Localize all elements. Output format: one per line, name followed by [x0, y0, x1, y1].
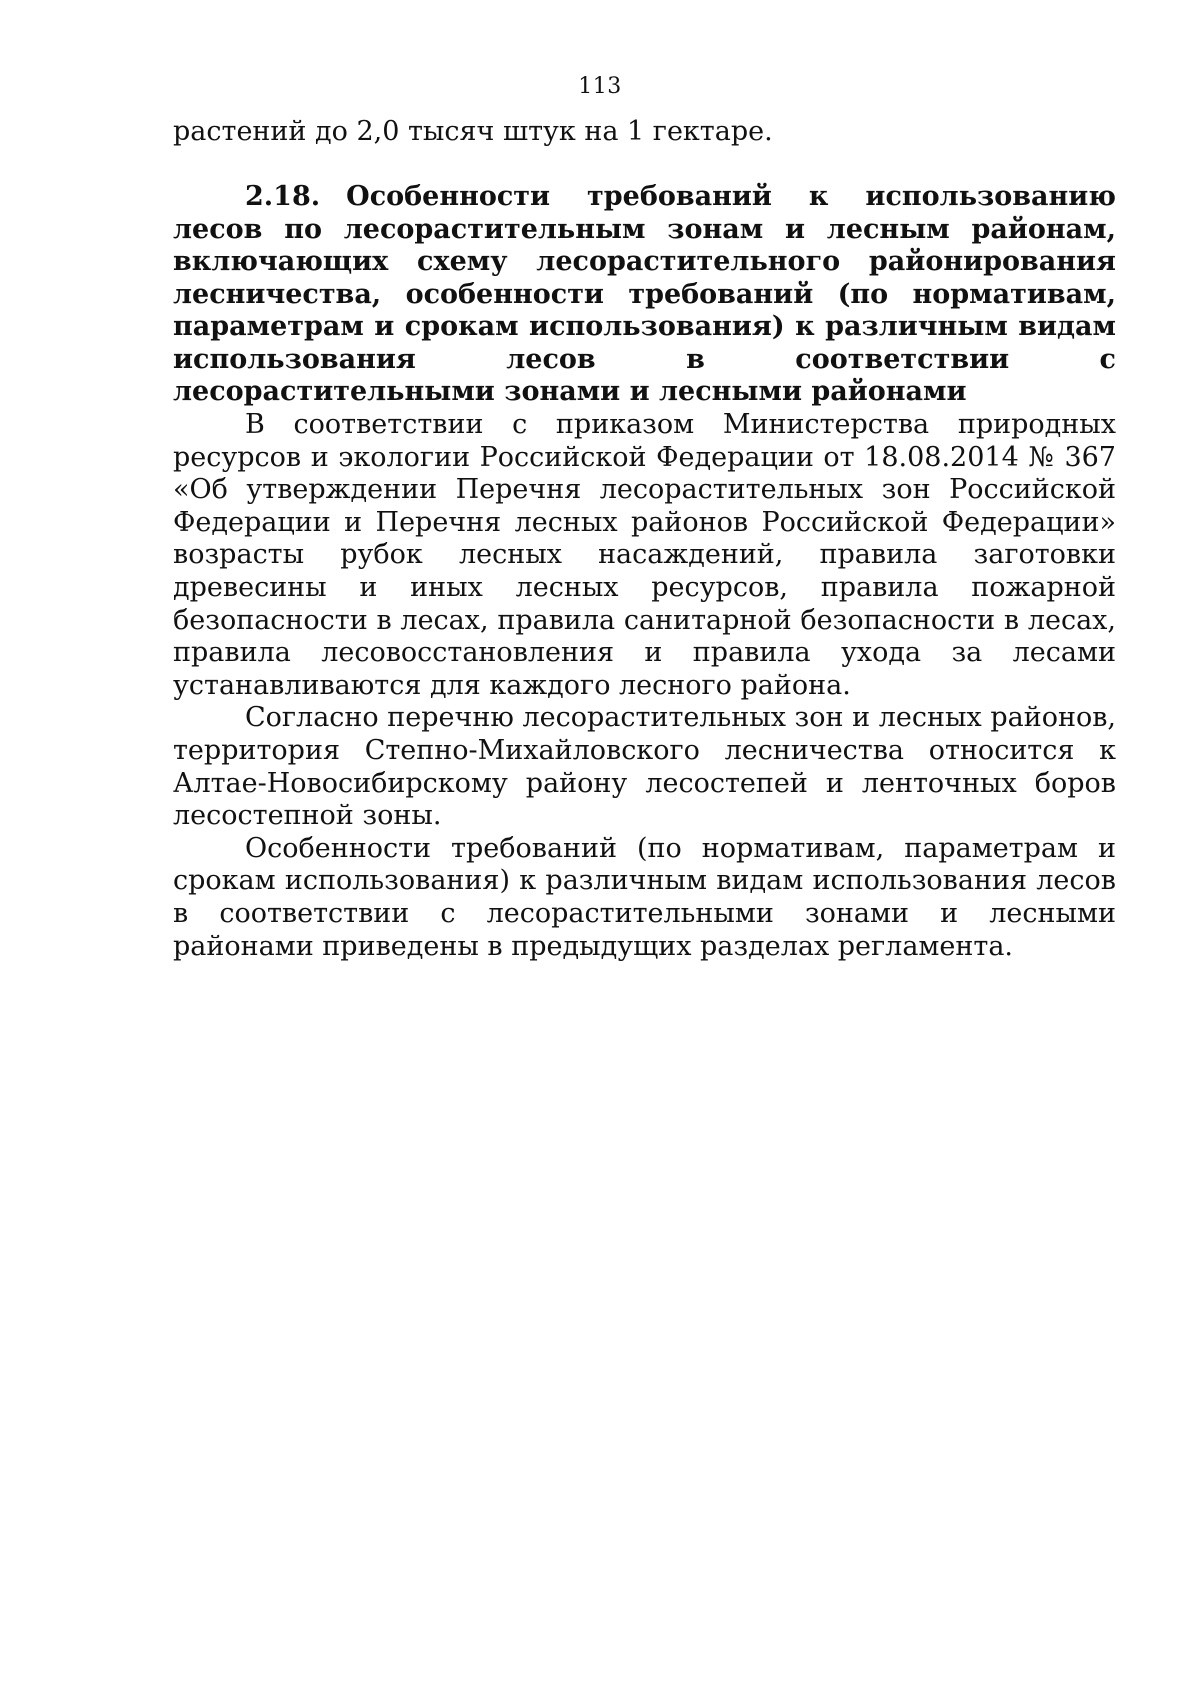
page-number: 113: [578, 74, 622, 99]
section-body: [173, 409, 1116, 963]
section-heading: [173, 181, 1116, 409]
paragraph-requirements-reference: Особенности требований (по нормативам, параметрам и срокам использования) к различным видам использования лесов в соответствии с лесорастительными зонами и лесными районами приведены в предыдущих разделах регламента.: [173, 832, 1116, 962]
paragraph-order-reference: В соответствии с приказом Министерства природных ресурсов и экологии Российской Федерации от 18.08.2014 № 367 «Об утверждении Перечня лесорастительных зон Российской Федерации и Перечня лесных районов Российской Федерации» возрасты рубок лесных насаждений, правила заготовки древесины и иных лесных ресурсов, правила пожарной безопасности в лесах, правила санитарной безопасности в лесах, правила лесовосстановления и правила ухода за лесами устанавливаются для каждого лесного района.: [173, 409, 1116, 701]
continuation-text: растений до 2,0 тысяч штук на 1 гектаре.: [173, 116, 773, 147]
section-number: 2.18.: [245, 181, 321, 212]
paragraph-forest-district: Согласно перечню лесорастительных зон и лесных районов, территория Степно-Михайловского лесничества относится к Алтае-Новосибирскому району лесостепей и ленточных боров лесостепной зоны.: [173, 702, 1116, 832]
section-title: Особенности требований к использованию лесов по лесорастительным зонам и лесным районам, включающих схему лесорастительного районирования лесничества, особенности требований (по нормативам, параметрам и срокам использования) к различным видам использования лесов в соответствии с лесорастительными зонами и лесными районами: [173, 181, 1116, 407]
